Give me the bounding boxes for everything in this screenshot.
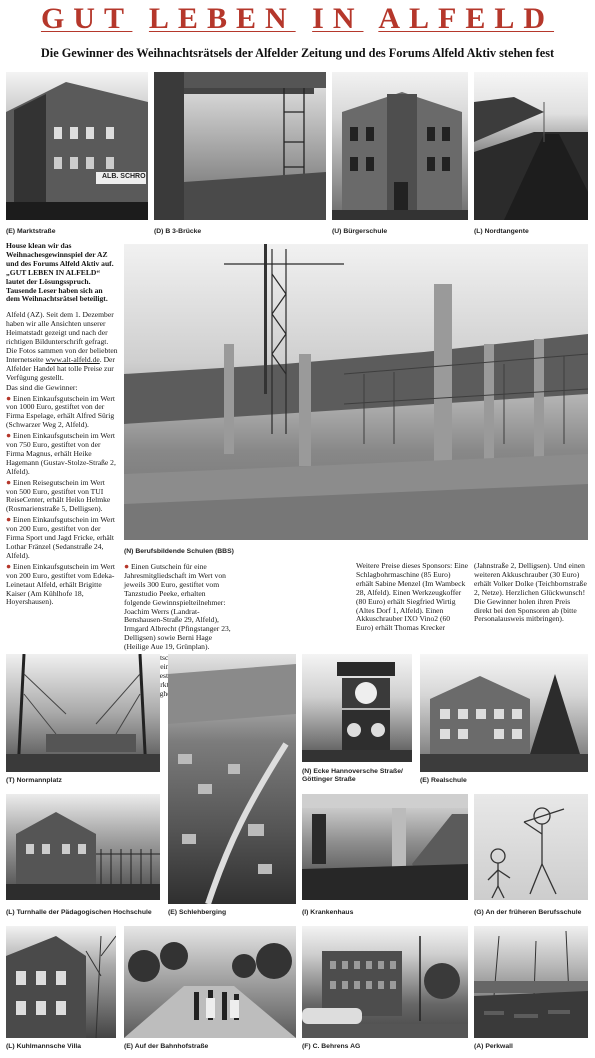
winner-item: ● Einen Einkaufsgutschein im Wert von 200 Euro, gestiftet von der Firma Sport und Jagd Fricke, erhält Lothar Fränzel (Sedanstraße 24, Alfeld). [6, 514, 115, 560]
winner-item: ● Einen Einkaufsgutschein im Wert von 200 Euro, gestiftet vom Edeka-Leinetaut Alfeld, erhält Brigitte Kaiser (Am Kühlhofe 18, Hoyershausen). [6, 560, 115, 607]
shop-sign: ALB. SCHRO [102, 173, 146, 180]
article-lead: House klean wir das Weihnachesgewinnspiel der AZ und des Forums Alfeld Aktiv auf. „GUT LEBEN IN ALFELD“ lautet der Lösungsspruch. Tausende Leser haben sich an dem Weihnachtsrätsel beteiligt. [6, 241, 114, 304]
photo-buergerschule [332, 72, 468, 220]
photo-ecke-hannoversche [302, 654, 412, 762]
photo-kuhlmannsche-villa [6, 926, 116, 1038]
photo-b3-bruecke [154, 72, 326, 220]
winner-item: ● Einen Einkaufsgutschein im Wert von 1000 Euro, gestiftet von der Firma Espelage, erhält Alfred Sürig (Schwarzer Weg 2, Alfeld). [6, 392, 115, 430]
photo-schlehberg [168, 654, 296, 904]
winner-item: Gutschein Langheim [147, 653, 182, 698]
photo-realschule [420, 654, 588, 772]
photo-fruehere-berufsschule [474, 794, 588, 900]
winner-item: ● Einen Reisegutschein im Wert von 500 Euro, gestiftet von TUI ReiseCenter, erhält Heiko Helmke (Rosmarienstraße 5, Delligsen). [6, 476, 111, 514]
photo-krankenhaus [302, 794, 468, 900]
caption-behrens-ag: (F) C. Behrens AG [302, 1043, 361, 1050]
caption-bbs: (N) Berufsbildende Schulen (BBS) [124, 548, 234, 555]
caption-fruehere-berufsschule: (G) An der früheren Berufsschule [474, 909, 582, 916]
caption-krankenhaus: (I) Krankenhaus [302, 909, 354, 916]
article-column-3: Weitere Preise dieses Sponsors: Eine Schlagbohrmaschine (85 Euro) erhält Sabine Menzel (Im Wambeck 28, Alfeld). Einen Werkzeugkoffer (80 Euro) erhält Siegfried Wirtig (Altes Dorf 1, Alfeld). Einen Akkuschrauber IXO Vino2 (60 Euro) erhält Thomas Krecker [356, 561, 469, 633]
caption-kuhlmannsche-villa: (L) Kuhlmannsche Villa [6, 1043, 82, 1050]
caption-ecke-hannoversche: (N) Ecke Hannoversche Straße/ Göttinger Straße [302, 768, 403, 783]
title-word-2: LEBEN [148, 2, 296, 35]
winner-item: ● Einen Gutschein für eine Jahresmitgliedschaft im Wert von jeweils 300 Euro, gestiftet vom Tanzstudio Peeke, erhalten folgende Gewinnspielteilnehmer: Joachim Werrs (Landrat-Benshausen-Straße 29, Alfeld), Irmgard Albrecht (Pfingstanger 23, Delligsen) sowie Berni Hage (Heilige Aue 19, Grünplan). [124, 561, 231, 652]
photo-nordtangente [474, 72, 588, 220]
caption-realschule: (E) Realschule [420, 777, 467, 784]
page-title [0, 2, 595, 36]
article-column-1 [6, 242, 118, 608]
photo-turnhalle [6, 794, 160, 900]
winners-heading: Das sind die Gewinner: [6, 382, 78, 392]
photo-behrens-ag [302, 926, 468, 1038]
caption-turnhalle: (L) Turnhalle der Pädagogischen Hochschule [6, 909, 152, 916]
caption-nordtangente: (L) Nordtangente [474, 228, 529, 235]
caption-normannplatz: (T) Normannplatz [6, 777, 62, 784]
caption-schlehberg: (E) Schlehberging [168, 909, 227, 916]
winner-item: ● Einen Einkaufsgutschein im Wert von 750 Euro, gestiftet von der Firma Magnus, erhält Heike Hagemann (Gustav-Stolze-Straße 2, Alfeld). [6, 430, 116, 476]
page-subtitle: Die Gewinner des Weihnachtsrätsels der Alfelder Zeitung und des Forums Alfeld Aktiv stehen fest [40, 46, 555, 60]
photo-bbs [124, 244, 588, 540]
caption-marktstrasse: (E) Marktstraße [6, 228, 56, 235]
title-word-4: ALFELD [378, 2, 555, 35]
photo-bahnhofstrasse [124, 926, 296, 1038]
alt-alfeld-link[interactable]: www.alt-alfeld.de [45, 354, 100, 364]
caption-buergerschule: (U) Bürgerschule [332, 228, 388, 235]
article-intro: Alfeld (AZ). Seit dem 1. Dezember haben wir alle Ansichten unserer Heimatstadt gezeigt und nach der richtigen Bildunterschrift gefragt. Die Fotos sammen von der beliebten Internetseite www.alt-alfeld.de. Der Alfelder Handel hat tolle Preise zur Verfügung gestellt. [6, 310, 118, 382]
article-column-4: (Jahnstraße 2, Delligsen). Und einen weiteren Akkuschrauber (30 Euro) erhält Volker Dolke (Teichbornstraße 2, Netze). Herzlichen Glückwunsch! Die Gewinner holen ihren Preis direkt bei den Sponsoren ab (bitte Personalausweis mitbringen). [474, 561, 587, 624]
photo-marktstrasse [6, 72, 148, 220]
photo-perkwall [474, 926, 588, 1038]
caption-perkwall: (A) Perkwall [474, 1043, 513, 1050]
caption-b3-bruecke: (D) B 3-Brücke [154, 228, 202, 235]
title-word-3: IN [312, 2, 364, 35]
photo-normannplatz [6, 654, 160, 772]
title-word-1: GUT [40, 2, 133, 35]
caption-bahnhofstrasse: (E) Auf der Bahnhofstraße [124, 1043, 209, 1050]
